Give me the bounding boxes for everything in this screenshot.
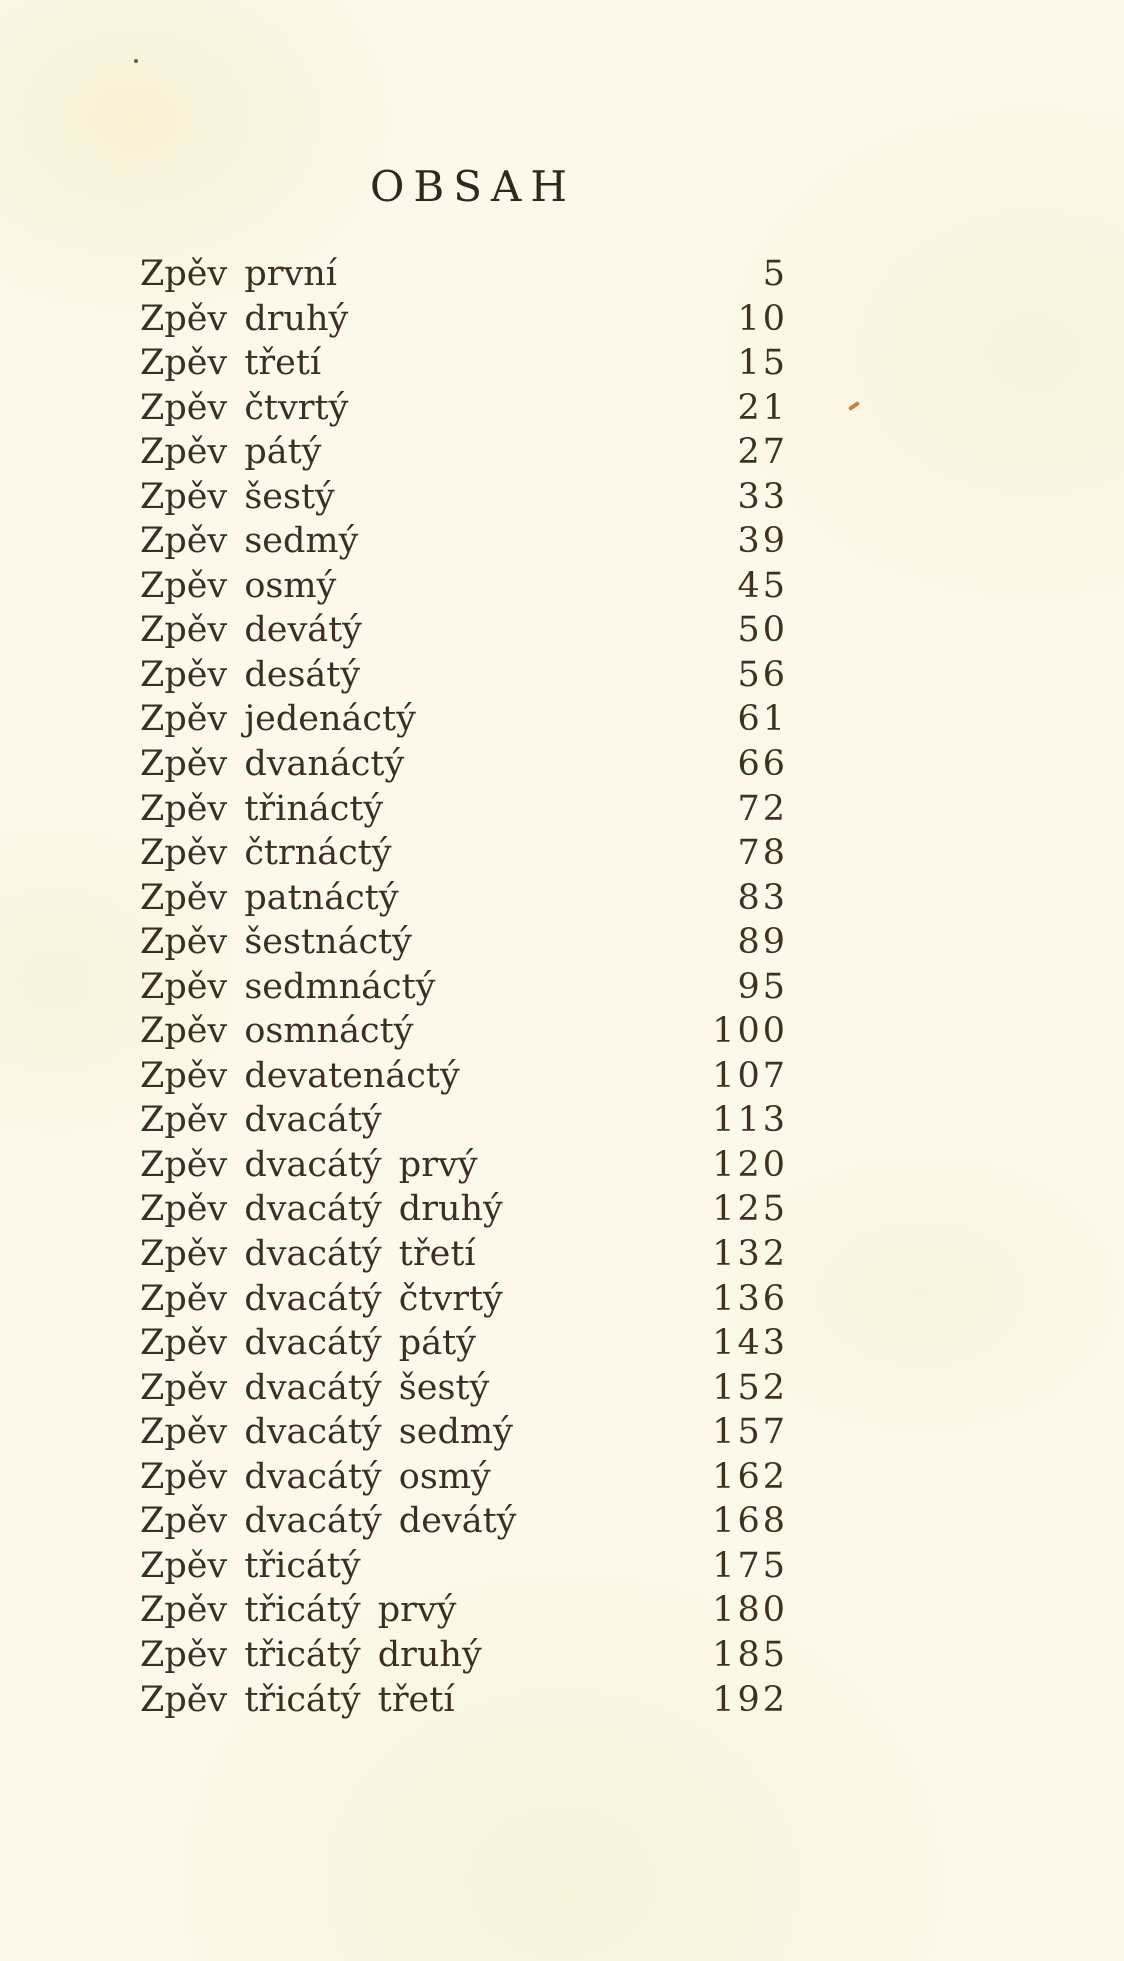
- toc-entry-page: 72: [737, 788, 788, 829]
- toc-entry-row: [140, 1232, 788, 1277]
- toc-entry-label: Zpěv sedmnáctý: [140, 966, 436, 1007]
- toc-entry-row: [140, 1499, 788, 1544]
- toc-entry-label: Zpěv čtrnáctý: [140, 833, 392, 874]
- toc-entry-label: Zpěv druhý: [140, 298, 349, 339]
- toc-entry-row: [140, 697, 788, 742]
- toc-entry-row: [140, 787, 788, 832]
- toc-entry-label: Zpěv čtvrtý: [140, 387, 349, 428]
- toc-entry-label: Zpěv dvacátý: [140, 1100, 382, 1141]
- toc-entry-row: [140, 920, 788, 965]
- toc-entry-label: Zpěv třetí: [140, 343, 322, 384]
- toc-entry-label: Zpěv první: [140, 254, 337, 294]
- toc-entry-page: 15: [737, 343, 788, 384]
- toc-entry-row: [140, 386, 788, 431]
- toc-entry-label: Zpěv šestnáctý: [140, 922, 412, 963]
- toc-entry-row: [140, 742, 788, 787]
- toc-entry-label: Zpěv patnáctý: [140, 877, 399, 918]
- toc-entry-page: 10: [737, 298, 788, 339]
- toc-entry-label: Zpěv dvacátý druhý: [140, 1189, 503, 1230]
- toc-entry-page: 125: [712, 1189, 788, 1230]
- toc-entry-label: Zpěv desátý: [140, 654, 361, 695]
- toc-entry-row: [140, 876, 788, 921]
- toc-entry-row: [140, 1321, 788, 1366]
- toc-entry-label: Zpěv dvacátý čtvrtý: [140, 1278, 503, 1319]
- toc-entry-label: Zpěv dvacátý třetí: [140, 1234, 476, 1275]
- toc-entry-row: [140, 1054, 788, 1099]
- toc-entry-page: 168: [712, 1501, 788, 1542]
- toc-entry-page: 175: [712, 1545, 788, 1586]
- toc-entry-row: [140, 1366, 788, 1411]
- toc-entry-label: Zpěv pátý: [140, 432, 322, 473]
- toc-entry-page: 132: [712, 1234, 788, 1275]
- toc-entry-page: 21: [737, 387, 788, 428]
- toc-entry-row: [140, 608, 788, 653]
- toc-entry-label: Zpěv devatenáctý: [140, 1055, 460, 1096]
- toc-entry-label: Zpěv dvacátý šestý: [140, 1367, 490, 1408]
- paper-speck-dark: [134, 59, 138, 63]
- toc-entry-page: 89: [737, 922, 788, 963]
- toc-entry-page: 45: [737, 565, 788, 606]
- toc-entry-page: 157: [712, 1412, 788, 1453]
- toc-entry-label: Zpěv devátý: [140, 610, 362, 651]
- toc-entry-row: [140, 831, 788, 876]
- toc-entry-row: [140, 653, 788, 698]
- toc-entry-row: [140, 252, 788, 297]
- toc-entry-row: [140, 1544, 788, 1589]
- toc-entry-page: 152: [712, 1367, 788, 1408]
- toc-entry-row: [140, 430, 788, 475]
- toc-entry-row: [140, 1277, 788, 1322]
- toc-entry-page: 192: [712, 1679, 788, 1720]
- toc-entry-label: Zpěv třicátý třetí: [140, 1679, 455, 1720]
- toc-entry-row: [140, 564, 788, 609]
- toc-entry-page: 78: [737, 833, 788, 874]
- toc-entry-page: 95: [737, 966, 788, 1007]
- toc-entry-page: 180: [712, 1590, 788, 1631]
- page-title: OBSAH: [369, 162, 577, 211]
- toc-entry-page: 61: [737, 699, 788, 740]
- toc-entry-page: 5: [762, 254, 788, 294]
- toc-entry-page: 120: [712, 1144, 788, 1185]
- toc-entry-row: [140, 519, 788, 564]
- toc-entry-row: [140, 965, 788, 1010]
- toc-entry-label: Zpěv třináctý: [140, 788, 384, 829]
- toc-entry-page: 66: [737, 744, 788, 785]
- toc-entry-label: Zpěv osmnáctý: [140, 1011, 414, 1052]
- toc-entry-label: Zpěv dvacátý sedmý: [140, 1412, 513, 1453]
- toc-entry-row: [140, 297, 788, 342]
- toc-entry-label: Zpěv třicátý: [140, 1545, 361, 1586]
- toc-entry-row: [140, 1410, 788, 1455]
- toc-entry-label: Zpěv třicátý druhý: [140, 1634, 482, 1675]
- toc-entry-page: 50: [737, 610, 788, 651]
- toc-entry-page: 107: [712, 1055, 788, 1096]
- toc-entry-page: 33: [737, 476, 788, 517]
- toc-entry-label: Zpěv třicátý prvý: [140, 1590, 457, 1631]
- toc-entry-row: [140, 1455, 788, 1500]
- toc-entry-row: [140, 1633, 788, 1678]
- toc-entry-row: [140, 1678, 788, 1723]
- toc-entry-label: Zpěv osmý: [140, 565, 337, 606]
- toc-entry-row: [140, 1588, 788, 1633]
- toc-entry-label: Zpěv sedmý: [140, 521, 359, 562]
- toc-entry-page: 83: [737, 877, 788, 918]
- toc-entry-page: 162: [712, 1456, 788, 1497]
- toc-entry-label: Zpěv jedenáctý: [140, 699, 416, 740]
- toc-entry-page: 113: [712, 1100, 788, 1141]
- toc-list: [140, 252, 788, 1722]
- toc-entry-page: 143: [712, 1323, 788, 1364]
- toc-entry-label: Zpěv dvacátý prvý: [140, 1144, 478, 1185]
- toc-entry-label: Zpěv dvacátý osmý: [140, 1456, 491, 1497]
- toc-entry-label: Zpěv dvacátý pátý: [140, 1323, 476, 1364]
- toc-entry-row: [140, 1143, 788, 1188]
- toc-entry-page: 39: [737, 521, 788, 562]
- toc-entry-row: [140, 341, 788, 386]
- toc-entry-label: Zpěv šestý: [140, 476, 335, 517]
- toc-entry-row: [140, 1009, 788, 1054]
- paper-speck-rust: [848, 401, 860, 411]
- toc-entry-page: 185: [712, 1634, 788, 1675]
- toc-entry-row: [140, 475, 788, 520]
- toc-entry-label: Zpěv dvanáctý: [140, 744, 405, 785]
- toc-entry-label: Zpěv dvacátý devátý: [140, 1501, 517, 1542]
- toc-entry-page: 136: [712, 1278, 788, 1319]
- toc-entry-page: 100: [712, 1011, 788, 1052]
- toc-entry-row: [140, 1187, 788, 1232]
- toc-entry-row: [140, 1098, 788, 1143]
- toc-entry-page: 27: [737, 432, 788, 473]
- toc-entry-page: 56: [737, 654, 788, 695]
